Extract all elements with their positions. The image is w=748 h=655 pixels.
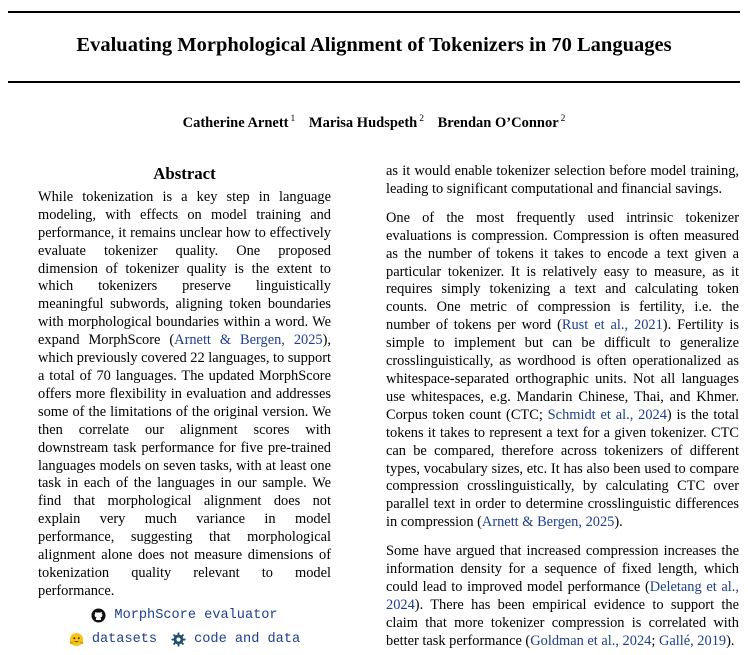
datasets-link[interactable] xyxy=(69,632,157,647)
intro-paragraph: One of the most frequently used intrinsic tokenizer evaluations is compression. Compression is often measured as the number of tokens it takes to encode a text given a particular tokenizer. It is relatively easy to measure, as it requires simply tokenizing a text and calculating token counts. One metric of compression is fertility, i.e. the number of tokens per word (Rust et al., 2021). Fertility is simple to implement but can be difficult to generalize crosslinguistically, as wordhood is often operationalized as whitespace-separated orthographic units. Not all languages use whitespaces, e.g. Mandarin Chinese, Thai, and Khmer. Corpus token count (CTC; Schmidt et al., 2024) is the total tokens it takes to represent a text for a given tokenizer. CTC can be compared, therefore across tokenizers of different types, vocabulary sizes, etc. It has also been used to compare compression crosslinguistically, by calculating CTC over parallel text in order to determine crosslinguistic differences in compression (Arnett & Bergen, 2025). xyxy=(386,209,739,531)
introduction-section xyxy=(386,163,739,651)
citation-link[interactable]: Gallé, 2019 xyxy=(658,632,727,649)
author-name: Marisa Hudspeth xyxy=(308,115,418,131)
resource-line xyxy=(38,627,331,651)
intro-paragraph: as it would enable tokenizer selection before model training, leading to significant computational and financial savings. xyxy=(386,163,739,197)
abstract-text: While tokenization is a key step in language modeling, with effects on model training and performance, it remains unclear how to effectively evaluate tokenizer quality. One proposed dimension of tokenizer quality is the extent to which tokenizers preserve linguistically meaningful subwords, aligning token boundaries with morphological boundaries within a word. We expand MorphScore (Arnett & Bergen, 2025), which previously covered 22 languages, to support a total of 70 languages. The updated MorphScore offers more flexibility in evaluation and addresses some of the limitations of the original version. We then correlate our alignment scores with downstream task performance for five pre-trained languages models on seven tasks, with at least one task in each of the languages in our sample. We find that morphological alignment does not explain very much variance in model performance, suggesting that morphological alignment alone does not measure dimensions of tokenization quality relevant to model performance. xyxy=(38,188,331,599)
hugging-face-icon xyxy=(69,632,84,647)
author-name: Catherine Arnett xyxy=(182,115,289,131)
code-and-data-link[interactable] xyxy=(171,632,300,647)
morphscore-evaluator-link[interactable] xyxy=(91,608,277,623)
author-affiliation: 2 xyxy=(419,114,425,124)
citation-link[interactable]: Schmidt et al., 2024 xyxy=(547,406,667,423)
citation-link[interactable]: Arnett & Bergen, 2025 xyxy=(174,332,323,349)
author xyxy=(309,115,424,131)
abstract-heading: Abstract xyxy=(153,164,216,183)
resource-line xyxy=(38,603,331,627)
github-icon xyxy=(91,608,106,623)
title-bottom-rule xyxy=(8,81,740,83)
resource-links xyxy=(38,603,331,651)
intro-paragraph: Some have argued that increased compression increases the information density for a sequence of fixed length, which could lead to improved model performance (Deletang et al., 2024). There has been empirical evidence to support the claim that more tokenizer compression is correlated with better task performance (Goldman et al., 2024; Gallé, 2019). xyxy=(386,543,739,649)
citation-link[interactable]: Goldman et al., 2024 xyxy=(530,632,652,649)
title-top-rule xyxy=(8,11,740,13)
citation-link[interactable]: Deletang et al., 2024 xyxy=(386,578,739,613)
paper-title: Evaluating Morphological Alignment of Tokenizers in 70 Languages xyxy=(76,34,672,56)
citation-link[interactable]: Arnett & Bergen, 2025 xyxy=(481,514,615,531)
author-list xyxy=(0,114,748,132)
code-and-data-label: code and data xyxy=(194,631,301,647)
author xyxy=(183,115,296,131)
gear-icon xyxy=(171,632,186,647)
author-affiliation: 2 xyxy=(560,114,566,124)
author-affiliation: 1 xyxy=(290,114,296,124)
author-name: Brendan O’Connor xyxy=(437,115,559,131)
datasets-label: datasets xyxy=(91,631,158,647)
author xyxy=(438,115,566,131)
citation-link[interactable]: Rust et al., 2021 xyxy=(561,317,663,334)
abstract-section xyxy=(38,165,331,601)
morphscore-evaluator-label: MorphScore evaluator xyxy=(114,607,278,623)
